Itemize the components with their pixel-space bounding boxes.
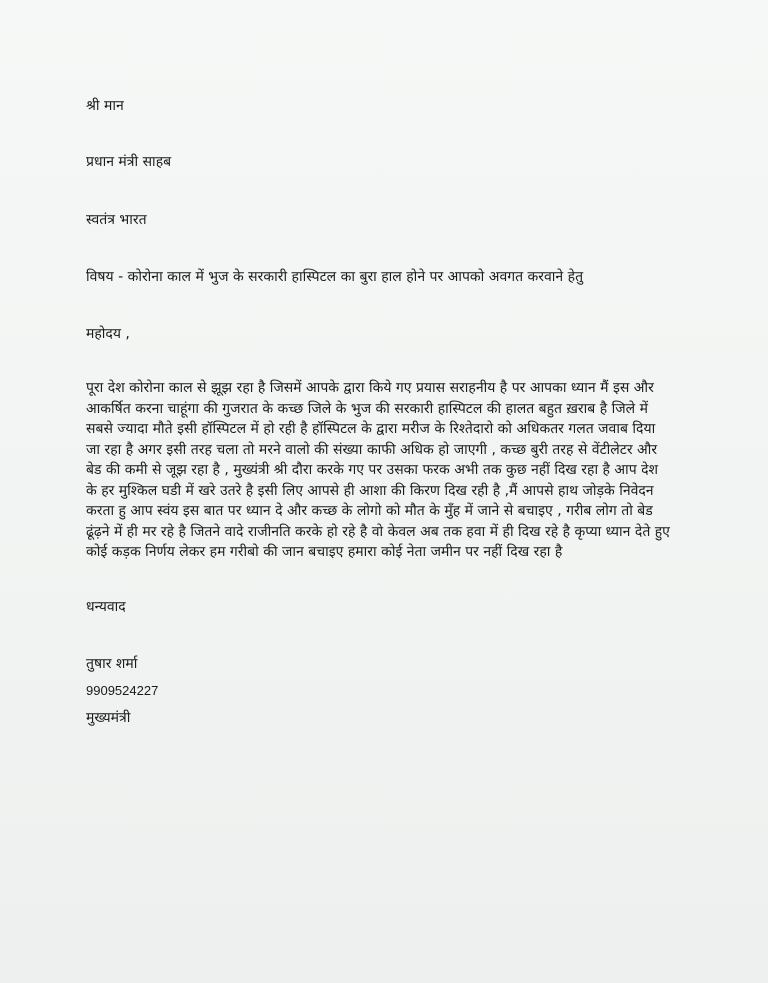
body-line: बेड की कमी से जूझ रहा है , मुख्यंत्री श्री दौरा करके गए पर उसका फरक अभी तक कुछ नहीं दिख रहा है आप देश [86,462,659,478]
salutation-line-2: प्रधान मंत्री साहब [86,154,172,170]
closing: धन्यवाद [86,599,126,615]
body-line: सबसे ज्यादा मौते इसी हॉस्पिटल में हो रही है हॉस्पिटल के द्वारा मरीज के रिश्तेदारो को अधिकतर गलत जवाब दिया [86,421,656,437]
body-line: कोई कड़क निर्णय लेकर हम गरीबो की जान बचाइए हमारा कोई नेता जमीन पर नहीं दिख रहा है [86,544,563,560]
subject-line: विषय - कोरोना काल में भुज के सरकारी हास्पिटल का बुरा हाल होने पर आपको अवगत करवाने हेतु [86,269,584,285]
body-line: के हर मुश्किल घडी में खरे उतरे है इसी लिए आपसे ही आशा की किरण दिख रही है ,मैं आपसे हाथ जोड़के निवेदन [86,482,654,499]
body-line: ढूंढ़ने में ही मर रहे है जितने वादे राजीनति करके हो रहे है वो केवल अब तक हवा में ही दिख रहे है कृप्या ध्यान देते हुए [86,523,670,540]
body-line: जा रहा है अगर इसी तरह चला तो मरने वालो की संख्या काफी अधिक हो जाएगी , कच्छ बुरी तरह से वेंटीलेटर और [86,441,658,458]
sender-name: तुषार शर्मा [86,656,138,672]
sender-phone: 9909524227 [86,683,159,698]
sender-title: मुख्यमंत्री [86,710,131,726]
letter-body [86,378,678,563]
greeting: महोदय , [86,326,130,342]
body-line: आकर्षित करना चाहूंगा की गुजरात के कच्छ जिले के भुज की सरकारी हास्पिटल की हालत बहुत ख़राब है जिले में [86,400,648,417]
body-line: पूरा देश कोरोना काल से झूझ रहा है जिसमें आपके द्वारा किये गए प्रयास सराहनीय है पर आपका ध्यान मैं इस और [86,380,654,396]
salutation-line-1: श्री मान [86,98,124,114]
salutation-line-3: स्वतंत्र भारत [86,212,147,228]
body-line: करता हु आप स्वंय इस बात पर ध्यान दे और कच्छ के लोगो को मौत के मुँह में जाने से बचाइए , गरीब लोग तो बेड [86,503,653,519]
